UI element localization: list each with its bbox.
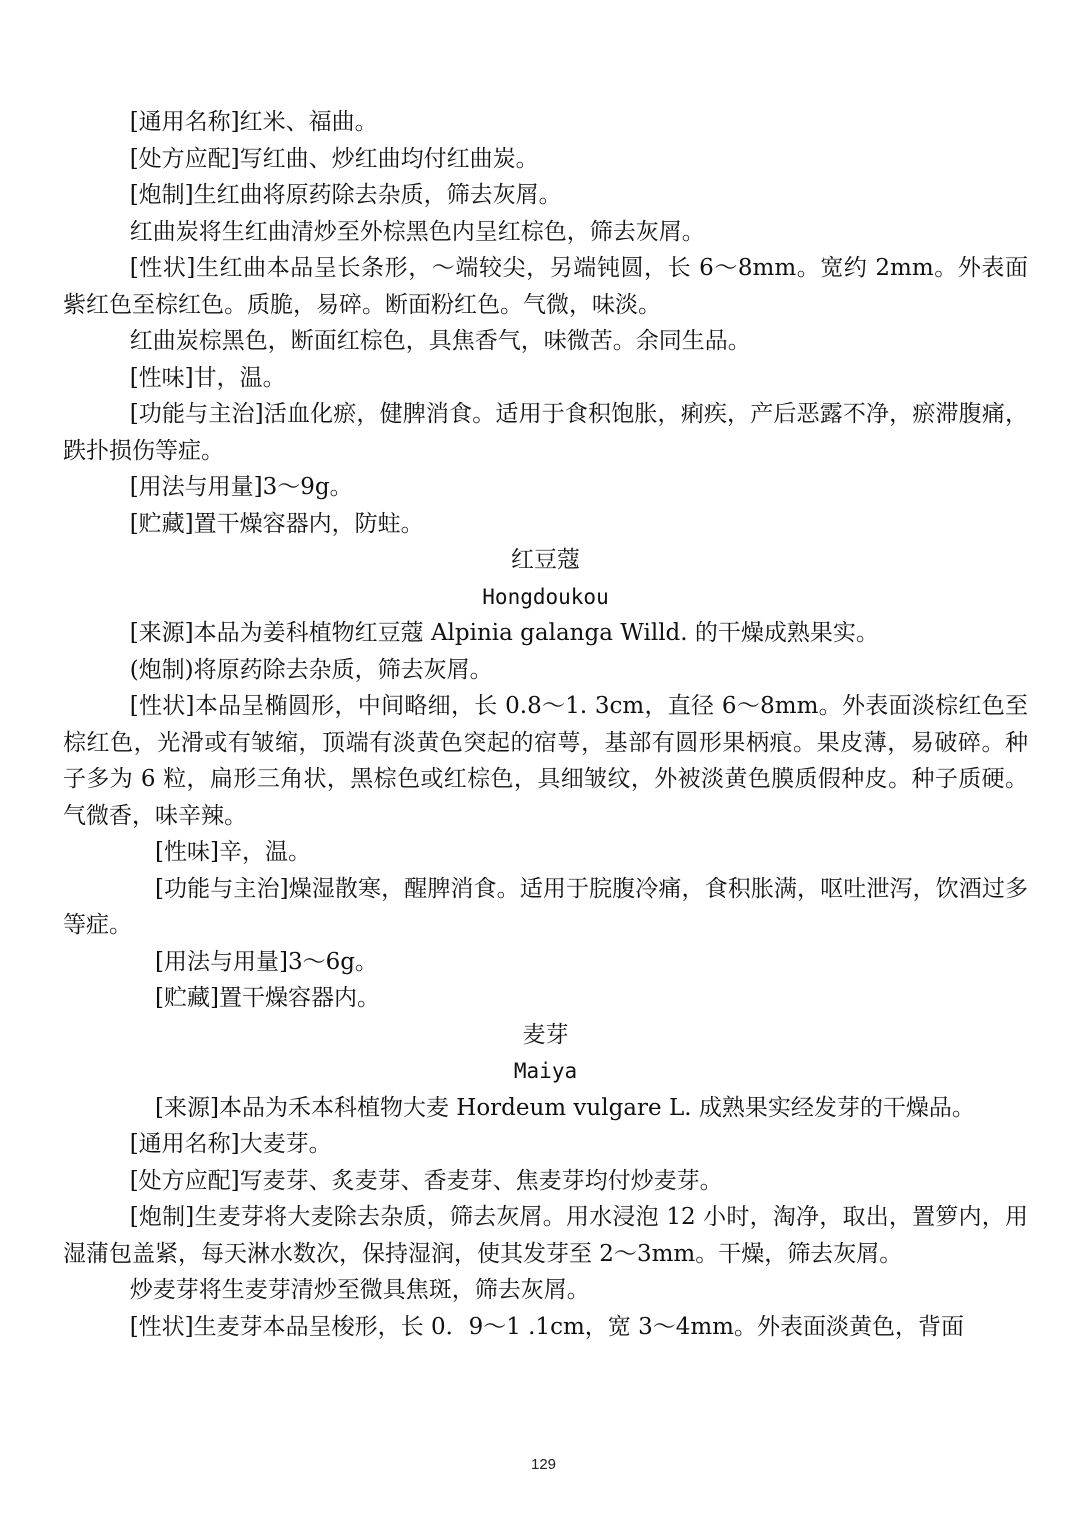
paragraph: [性味]辛，温。: [155, 839, 311, 865]
paragraph: [性状]生麦芽本品呈梭形，长 0．9～1 .1cm，宽 3～4mm。外表面淡黄色，背面: [129, 1313, 964, 1340]
paragraph: [功能与主治]活血化瘀，健脾消食。适用于食积饱胀，痢疾，产后恶露不净，瘀滞腹痛，跌扑损伤等症。: [63, 401, 1028, 464]
paragraph: 红曲炭棕黑色，断面红棕色，具焦香气，味微苦。余同生品。: [129, 328, 751, 354]
paragraph: [贮藏]置干燥容器内。: [155, 985, 380, 1011]
entry-title: 麦芽: [522, 1021, 569, 1048]
paragraph: [通用名称]大麦芽。: [129, 1131, 332, 1157]
paragraph: [贮藏]置干燥容器内，防蛀。: [129, 510, 424, 537]
paragraph: 炒麦芽将生麦芽清炒至微具焦斑，筛去灰屑。: [129, 1277, 590, 1303]
entry-pinyin: Maiya: [513, 1059, 578, 1083]
paragraph: [用法与用量]3～9g。: [129, 474, 353, 500]
paragraph: [性味]甘，温。: [129, 364, 286, 391]
body-text: [63, 104, 1028, 1345]
paragraph: [性状]生红曲本品呈长条形，～端较尖，另端钝圆，长 6～8mm。宽约 2mm。外表面紫红色至棕红色。质脆，易碎。断面粉红色。气微，味淡。: [63, 255, 1028, 318]
paragraph: (炮制)将原药除去杂质，筛去灰屑。: [129, 656, 493, 683]
entry-pinyin: Hongdoukou: [482, 584, 609, 609]
paragraph: [炮制]生麦芽将大麦除去杂质，筛去灰屑。用水浸泡 12 小时，淘净，取出，置箩内，用湿蒲包盖紧，每天淋水数次，保持湿润，使其发芽至 2～3mm。干燥，筛去灰屑。: [63, 1204, 1028, 1267]
paragraph: [处方应配]写红曲、炒红曲均付红曲炭。: [129, 145, 539, 172]
entry-title: 红豆蔻: [511, 547, 580, 573]
paragraph: [来源]本品为姜科植物红豆蔻 Alpinia galanga Willd. 的干燥成熟果实。: [129, 620, 879, 646]
page-number: 129: [530, 1456, 557, 1473]
paragraph: [处方应配]写麦芽、炙麦芽、香麦芽、焦麦芽均付炒麦芽。: [129, 1167, 723, 1194]
paragraph: 红曲炭将生红曲清炒至外棕黑色内呈红棕色，筛去灰屑。: [129, 218, 705, 245]
paragraph: [性状]本品呈椭圆形，中间略细，长 0.8～1. 3cm，直径 6～8mm。外表面淡棕红色至棕红色，光滑或有皱缩，顶端有淡黄色突起的宿萼，基部有圆形果柄痕。果皮薄，易破碎。种子多为 6 粒，扁形三角状，黑棕色或红棕色，具细皱纹，外被淡黄色膜质假种皮。种子质硬。气微香，味辛辣。: [63, 693, 1028, 829]
paragraph: [功能与主治]燥湿散寒，醒脾消食。适用于脘腹冷痛，食积胀满，呕吐泄泻，饮酒过多等症。: [63, 875, 1028, 938]
paragraph: [炮制]生红曲将原药除去杂质，筛去灰屑。: [129, 182, 562, 208]
paragraph: [来源]本品为禾本科植物大麦 Hordeum vulgare L. 成熟果实经发芽的干燥品。: [155, 1094, 975, 1121]
paragraph: [通用名称]红米、福曲。: [129, 109, 378, 135]
paragraph: [用法与用量]3～6g。: [155, 948, 378, 975]
